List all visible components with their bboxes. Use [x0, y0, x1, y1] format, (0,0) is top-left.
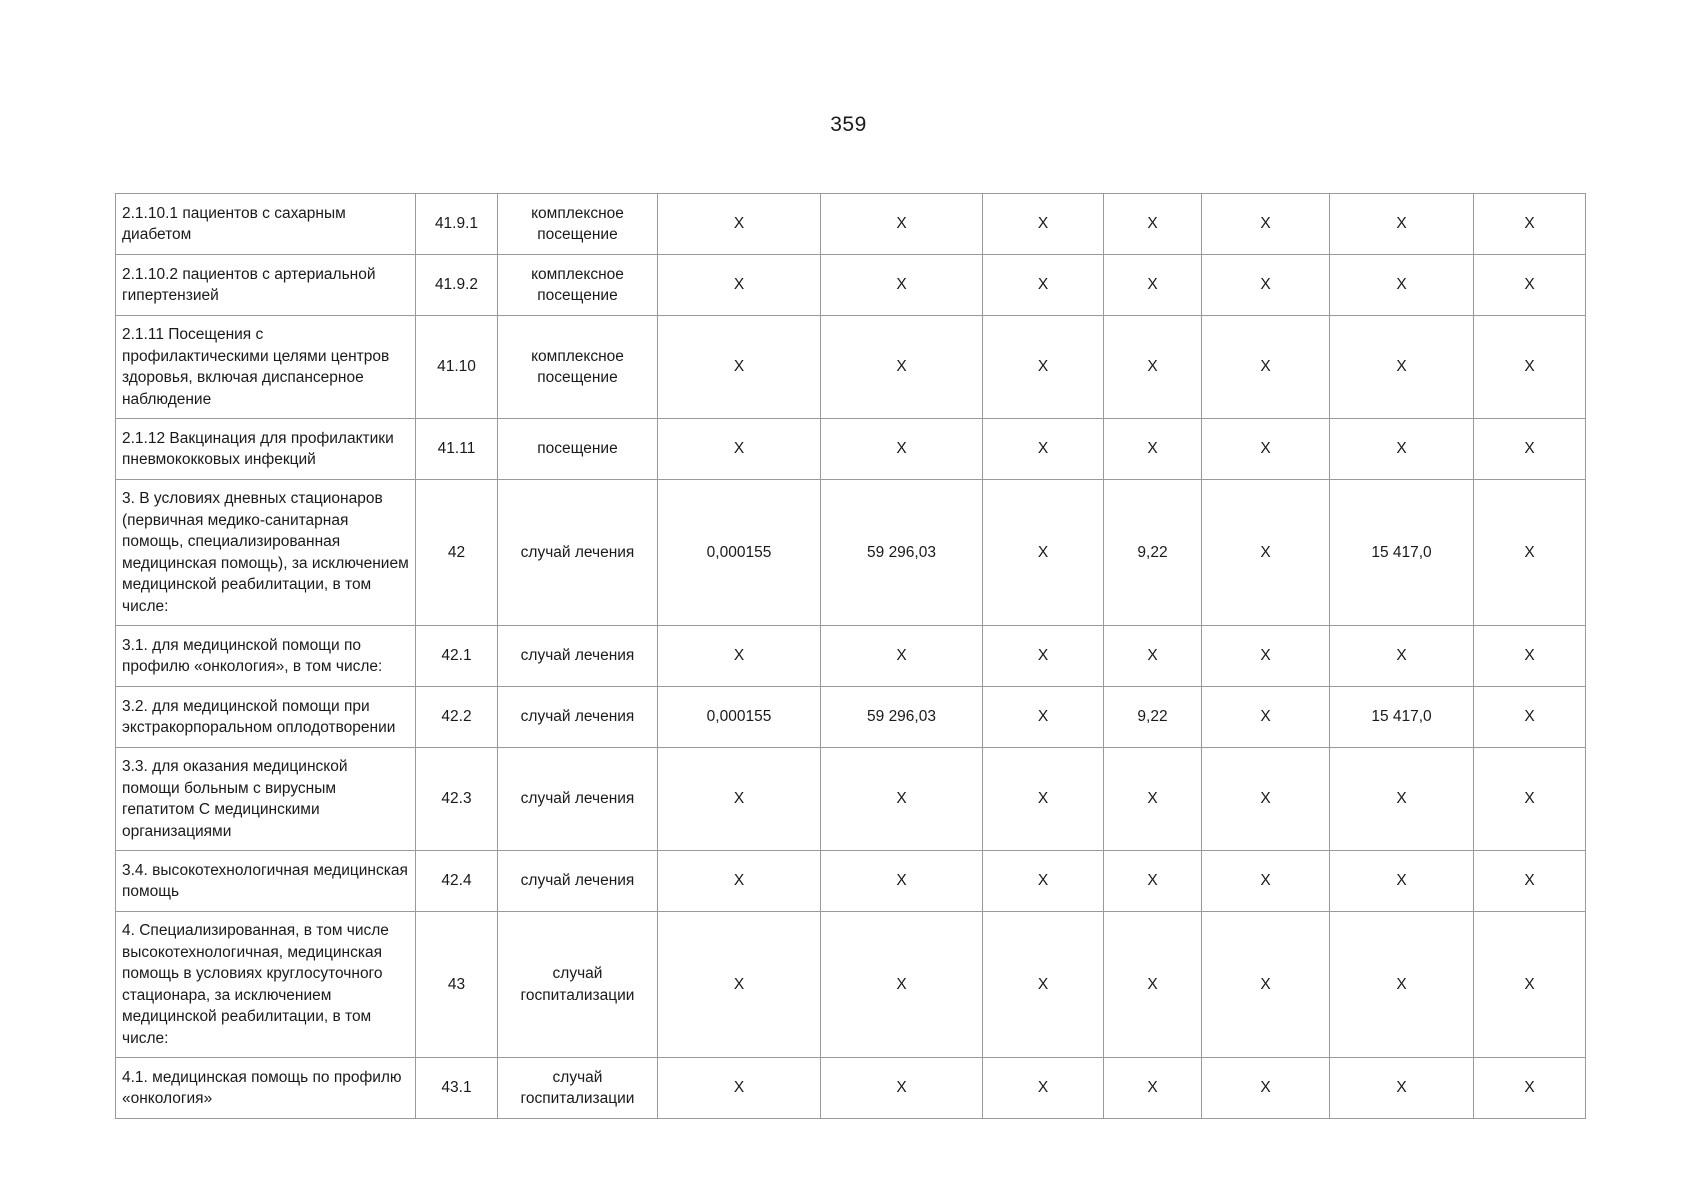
- row-value: X: [1202, 255, 1330, 316]
- row-unit: комплексное посещение: [498, 194, 658, 255]
- row-value: X: [1330, 748, 1474, 851]
- page-number: 359: [830, 113, 867, 136]
- row-code: 42.4: [416, 851, 498, 912]
- row-description: 4. Специализированная, в том числе высокотехнологичная, медицинская помощь в условиях круглосуточного стационара, за исключением медицинской реабилитации, в том числе:: [116, 912, 416, 1058]
- row-value: X: [821, 194, 983, 255]
- row-code: 43: [416, 912, 498, 1058]
- row-unit: случай лечения: [498, 687, 658, 748]
- row-value: 0,000155: [658, 480, 821, 626]
- row-value: X: [658, 1058, 821, 1119]
- row-value: X: [658, 316, 821, 419]
- row-value: X: [658, 626, 821, 687]
- row-value: 9,22: [1104, 480, 1202, 626]
- row-value: 15 417,0: [1330, 687, 1474, 748]
- row-value: X: [1202, 912, 1330, 1058]
- row-value: X: [1474, 316, 1586, 419]
- row-value: 59 296,03: [821, 480, 983, 626]
- row-description: 3.3. для оказания медицинской помощи больным с вирусным гепатитом С медицинскими организациями: [116, 748, 416, 851]
- row-value: X: [1474, 748, 1586, 851]
- row-value: X: [1104, 912, 1202, 1058]
- row-value: X: [821, 316, 983, 419]
- row-value: X: [1202, 748, 1330, 851]
- row-value: X: [1104, 626, 1202, 687]
- row-value: X: [658, 194, 821, 255]
- row-value: X: [821, 1058, 983, 1119]
- row-value: X: [658, 912, 821, 1058]
- row-value: X: [983, 255, 1104, 316]
- row-value: X: [1202, 316, 1330, 419]
- row-value: X: [1474, 1058, 1586, 1119]
- table-row: [116, 626, 1586, 687]
- row-value: X: [1474, 194, 1586, 255]
- row-value: X: [1104, 851, 1202, 912]
- row-value: X: [1474, 626, 1586, 687]
- table-row: [116, 687, 1586, 748]
- row-value: X: [1202, 1058, 1330, 1119]
- row-unit: комплексное посещение: [498, 316, 658, 419]
- row-value: X: [983, 1058, 1104, 1119]
- row-description: 2.1.10.1 пациентов с сахарным диабетом: [116, 194, 416, 255]
- row-value: X: [983, 851, 1104, 912]
- table-row: [116, 748, 1586, 851]
- row-code: 42.2: [416, 687, 498, 748]
- row-value: X: [1330, 255, 1474, 316]
- row-unit: посещение: [498, 419, 658, 480]
- row-value: X: [821, 419, 983, 480]
- table-body: [116, 194, 1586, 1119]
- row-unit: случай лечения: [498, 626, 658, 687]
- row-unit: случай госпитализации: [498, 912, 658, 1058]
- row-code: 42: [416, 480, 498, 626]
- row-value: X: [983, 316, 1104, 419]
- row-value: 0,000155: [658, 687, 821, 748]
- table-row: [116, 1058, 1586, 1119]
- row-unit: комплексное посещение: [498, 255, 658, 316]
- row-value: X: [658, 748, 821, 851]
- row-value: X: [1104, 255, 1202, 316]
- row-unit: случай лечения: [498, 748, 658, 851]
- table-row: [116, 480, 1586, 626]
- row-value: X: [821, 851, 983, 912]
- row-code: 41.11: [416, 419, 498, 480]
- row-code: 41.9.2: [416, 255, 498, 316]
- row-value: X: [1474, 912, 1586, 1058]
- row-code: 41.10: [416, 316, 498, 419]
- row-description: 3.4. высокотехнологичная медицинская помощь: [116, 851, 416, 912]
- row-value: X: [983, 748, 1104, 851]
- row-value: X: [1330, 851, 1474, 912]
- table-row: [116, 255, 1586, 316]
- row-code: 42.1: [416, 626, 498, 687]
- row-value: X: [658, 255, 821, 316]
- row-code: 43.1: [416, 1058, 498, 1119]
- row-unit: случай лечения: [498, 851, 658, 912]
- row-value: X: [983, 912, 1104, 1058]
- row-value: X: [1474, 419, 1586, 480]
- row-unit: случай лечения: [498, 480, 658, 626]
- row-description: 2.1.12 Вакцинация для профилактики пневмококковых инфекций: [116, 419, 416, 480]
- row-value: 59 296,03: [821, 687, 983, 748]
- row-value: X: [1474, 255, 1586, 316]
- row-value: X: [1104, 194, 1202, 255]
- row-value: X: [983, 480, 1104, 626]
- row-value: X: [1202, 626, 1330, 687]
- row-value: X: [1202, 687, 1330, 748]
- row-value: X: [1330, 419, 1474, 480]
- row-value: X: [1104, 419, 1202, 480]
- row-value: X: [1202, 194, 1330, 255]
- row-value: X: [1104, 748, 1202, 851]
- row-value: X: [1330, 194, 1474, 255]
- table-row: [116, 851, 1586, 912]
- row-value: X: [658, 851, 821, 912]
- table-row: [116, 912, 1586, 1058]
- row-description: 3.2. для медицинской помощи при экстракорпоральном оплодотворении: [116, 687, 416, 748]
- row-value: X: [1474, 851, 1586, 912]
- row-value: X: [1202, 480, 1330, 626]
- row-unit: случай госпитализации: [498, 1058, 658, 1119]
- row-description: 3.1. для медицинской помощи по профилю «онкология», в том числе:: [116, 626, 416, 687]
- row-code: 41.9.1: [416, 194, 498, 255]
- row-code: 42.3: [416, 748, 498, 851]
- row-value: X: [821, 748, 983, 851]
- row-value: X: [983, 626, 1104, 687]
- row-value: X: [821, 912, 983, 1058]
- data-table: [115, 193, 1586, 1119]
- row-value: X: [1330, 316, 1474, 419]
- row-value: X: [983, 194, 1104, 255]
- row-value: X: [1474, 480, 1586, 626]
- row-description: 3. В условиях дневных стационаров (первичная медико-санитарная помощь, специализированная медицинская помощь), за исключением медицинской реабилитации, в том числе:: [116, 480, 416, 626]
- row-value: X: [983, 419, 1104, 480]
- table-row: [116, 419, 1586, 480]
- row-value: X: [983, 687, 1104, 748]
- row-value: 9,22: [1104, 687, 1202, 748]
- row-value: X: [658, 419, 821, 480]
- row-value: 15 417,0: [1330, 480, 1474, 626]
- row-value: X: [821, 626, 983, 687]
- row-value: X: [1202, 851, 1330, 912]
- row-value: X: [1104, 316, 1202, 419]
- row-value: X: [1330, 626, 1474, 687]
- row-description: 2.1.11 Посещения с профилактическими целями центров здоровья, включая диспансерное наблюдение: [116, 316, 416, 419]
- row-value: X: [1474, 687, 1586, 748]
- row-value: X: [821, 255, 983, 316]
- row-value: X: [1104, 1058, 1202, 1119]
- table-row: [116, 316, 1586, 419]
- table-row: [116, 194, 1586, 255]
- row-value: X: [1330, 1058, 1474, 1119]
- row-description: 4.1. медицинская помощь по профилю «онкология»: [116, 1058, 416, 1119]
- row-description: 2.1.10.2 пациентов с артериальной гипертензией: [116, 255, 416, 316]
- row-value: X: [1330, 912, 1474, 1058]
- row-value: X: [1202, 419, 1330, 480]
